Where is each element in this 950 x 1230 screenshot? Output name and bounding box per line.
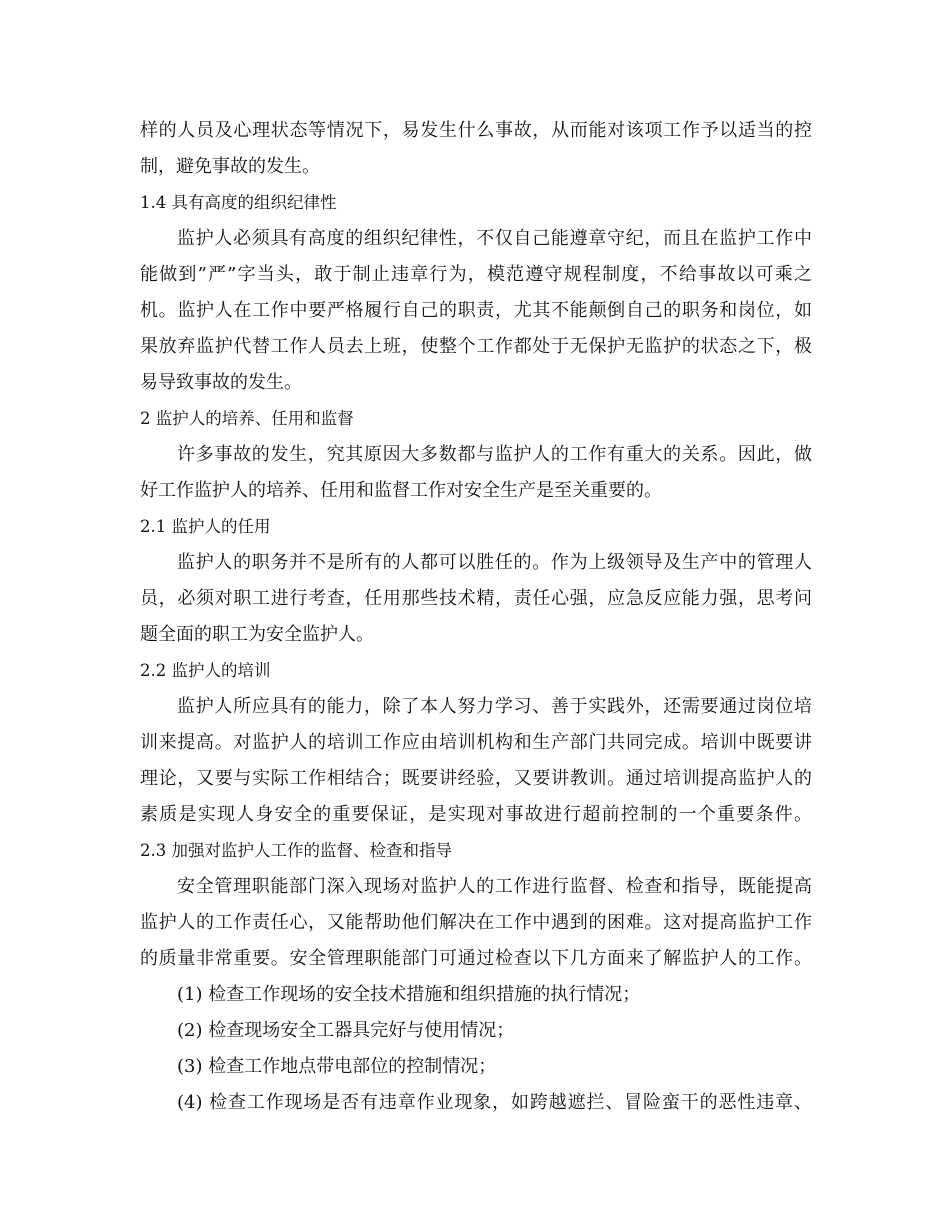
section-heading: 1.4 具有高度的组织纪律性 [140, 193, 337, 212]
paragraph-line: 监护人的工作责任心，又能帮助他们解决在工作中遇到的困难。这对提高监护工作 [140, 912, 812, 933]
paragraph-line: 理论，又要与实际工作相结合；既要讲经验，又要讲教训。通过培训提高监护人的 [140, 768, 812, 789]
paragraph-line: 员，必须对职工进行考查，任用那些技术精，责任心强，应急反应能力强，思考问 [140, 588, 812, 609]
paragraph-line: 监护人的职务并不是所有的人都可以胜任的。作为上级领导及生产中的管理人 [177, 552, 812, 573]
paragraph-line: 许多事故的发生，究其原因大多数都与监护人的工作有重大的关系。因此，做 [177, 444, 812, 465]
paragraph-line: 题全面的职工为安全监护人。 [140, 624, 374, 645]
section-heading: 2 监护人的培养、任用和监督 [140, 409, 354, 428]
section-heading: 2.2 监护人的培训 [140, 661, 271, 680]
paragraph-line: 安全管理职能部门深入现场对监护人的工作进行监督、检查和指导，既能提高 [177, 876, 812, 897]
paragraph-line: (3) 检查工作地点带电部位的控制情况； [177, 1056, 497, 1077]
paragraph-line: 训来提高。对监护人的培训工作应由培训机构和生产部门共同完成。培训中既要讲 [140, 732, 812, 753]
paragraph-line: (1) 检查工作现场的安全技术措施和组织措施的执行情况； [177, 984, 641, 1005]
paragraph-line: 易导致事故的发生。 [140, 372, 302, 393]
section-heading: 2.3 加强对监护人工作的监督、检查和指导 [140, 841, 452, 860]
paragraph-line: 能做到”严”字当头，敢于制止违章行为，模范遵守规程制度，不给事故以可乘之 [140, 264, 812, 285]
paragraph-line: 果放弃监护代替工作人员去上班，使整个工作都处于无保护无监护的状态之下，极 [140, 336, 812, 357]
paragraph-line: (4) 检查工作现场是否有违章作业现象，如跨越遮拦、冒险蛮干的恶性违章、 [177, 1092, 812, 1113]
paragraph-line: 好工作监护人的培养、任用和监督工作对安全生产是至关重要的。 [140, 480, 662, 501]
paragraph-line: 监护人所应具有的能力，除了本人努力学习、善于实践外，还需要通过岗位培 [177, 696, 812, 717]
paragraph-line: (2) 检查现场安全工器具完好与使用情况； [177, 1020, 515, 1041]
paragraph-line: 制，避免事故的发生。 [140, 156, 320, 177]
section-heading: 2.1 监护人的任用 [140, 517, 271, 536]
paragraph-line: 机。监护人在工作中要严格履行自己的职责，尤其不能颠倒自己的职务和岗位，如 [140, 300, 812, 321]
paragraph-line: 的质量非常重要。安全管理职能部门可通过检查以下几方面来了解监护人的工作。 [140, 948, 812, 969]
document-body [140, 113, 812, 1121]
paragraph-line: 监护人必须具有高度的组织纪律性，不仅自己能遵章守纪，而且在监护工作中 [177, 228, 812, 249]
paragraph-line: 素质是实现人身安全的重要保证，是实现对事故进行超前控制的一个重要条件。 [140, 804, 812, 825]
paragraph-line: 样的人员及心理状态等情况下，易发生什么事故，从而能对该项工作予以适当的控 [140, 120, 812, 141]
